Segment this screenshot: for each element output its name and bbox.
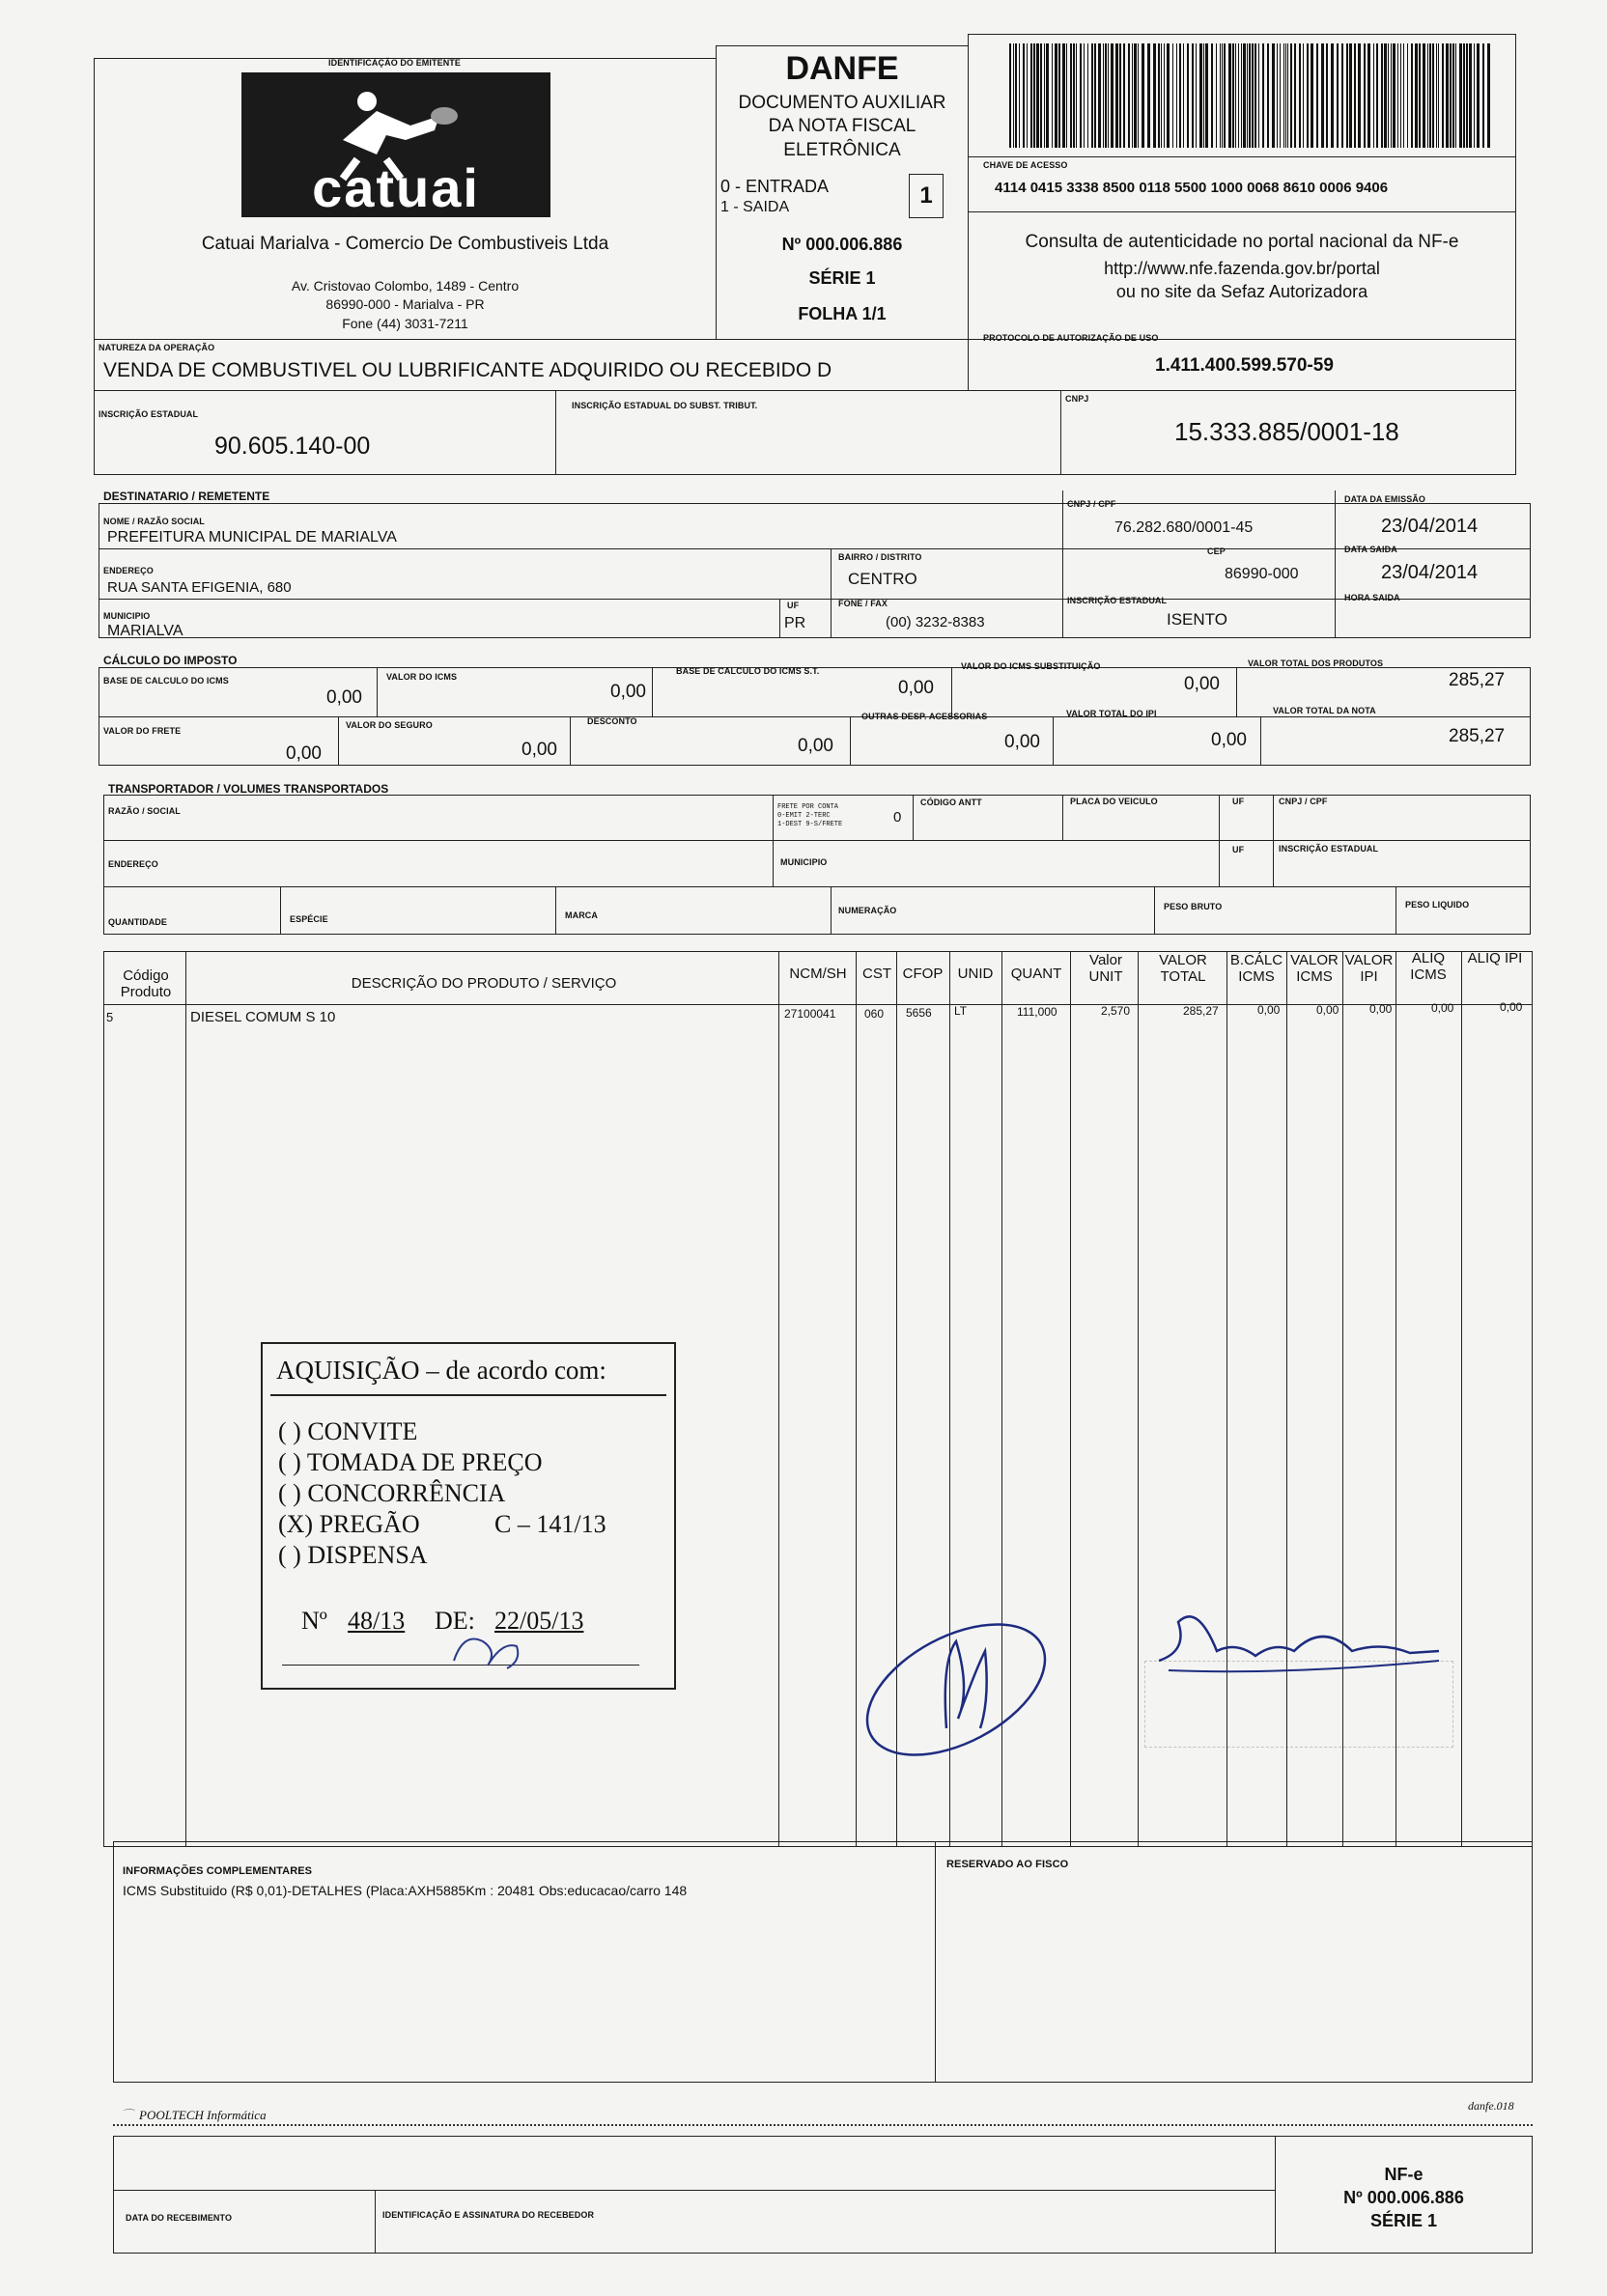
stamp-title: AQUISIÇÃO – de acordo com: [276, 1356, 606, 1385]
dest-cep-label: CEP [1207, 546, 1226, 556]
v-st: 0,00 [1184, 674, 1220, 694]
barcode-bar [1337, 43, 1339, 148]
barcode-bar [1153, 43, 1156, 148]
ie-label: INSCRIÇÃO ESTADUAL [99, 409, 199, 419]
barcode-bar [1321, 43, 1324, 148]
barcode-bar [1249, 43, 1251, 148]
form-code: danfe.018 [1468, 2099, 1514, 2113]
bc-st-label: BASE DE CALCULO DO ICMS S.T. [676, 666, 820, 676]
consulta-line-1: Consulta de autenticidade no portal nacional da NF-e [1025, 232, 1459, 252]
dest-bairro-label: BAIRRO / DISTRITO [838, 552, 922, 562]
th-descricao: DESCRIÇÃO DO PRODUTO / SERVIÇO [351, 975, 617, 992]
frete-conta-box [777, 803, 842, 829]
dest-cnpj-label: CNPJ / CPF [1067, 499, 1116, 509]
td-unid: LT [954, 1004, 968, 1018]
dest-endereco: RUA SANTA EFIGENIA, 680 [107, 579, 292, 596]
barcode-bar [1172, 43, 1173, 148]
chave-value: 4114 0415 3338 8500 0118 5500 1000 0068 8610 0006 9406 [995, 180, 1389, 196]
bc-icms: 0,00 [326, 687, 362, 708]
dest-municipio: MARIALVA [107, 623, 183, 639]
natureza-label: NATUREZA DA OPERAÇÃO [99, 343, 215, 352]
barcode-bar [1094, 43, 1096, 148]
dest-cep: 86990-000 [1225, 566, 1299, 582]
especie-label: ESPÉCIE [290, 914, 328, 924]
barcode-bar [1111, 43, 1114, 148]
barcode-bar [1346, 43, 1348, 148]
stamp-de-value: 22/05/13 [494, 1607, 584, 1635]
tipo-value: 1 [919, 182, 933, 209]
stamp-opt-dispensa: ( ) DISPENSA [278, 1541, 428, 1569]
barcode-bar [1087, 43, 1088, 148]
items-column-divider [1138, 951, 1139, 1847]
seguro-label: VALOR DO SEGURO [346, 720, 433, 730]
barcode-bar [1247, 43, 1248, 148]
stamp-de-label: DE: [435, 1607, 475, 1635]
barcode-bar [1262, 43, 1264, 148]
barcode-bar [1316, 43, 1318, 148]
transp-endereco-label: ENDEREÇO [108, 859, 158, 869]
barcode-bar [1429, 43, 1431, 148]
barcode-bar [1132, 43, 1133, 148]
barcode-bar [1235, 43, 1236, 148]
td-quant: 111,000 [1017, 1005, 1057, 1019]
th-ncm: NCM/SH [789, 966, 847, 982]
th-bc: B.CÁLC ICMS [1229, 952, 1283, 985]
barcode-bar [1373, 43, 1374, 148]
barcode-bar [1290, 43, 1292, 148]
barcode-bar [1280, 43, 1281, 148]
frete-conta-l1: FRETE POR CONTA [777, 803, 839, 811]
cnpj-label: CNPJ [1065, 394, 1089, 404]
td-cfop: 5656 [906, 1006, 932, 1020]
barcode-bar [1381, 43, 1383, 148]
dest-cnpj: 76.282.680/0001-45 [1114, 519, 1254, 536]
imposto-section-title: CÁLCULO DO IMPOSTO [103, 654, 238, 667]
barcode-bar [1119, 43, 1121, 148]
transp-municipio-label: MUNICIPIO [780, 857, 828, 867]
barcode-bar [1073, 43, 1075, 148]
barcode-bar [1076, 43, 1077, 148]
th-cst: CST [862, 966, 891, 982]
barcode-bar [1364, 43, 1366, 148]
barcode-bar [1311, 43, 1313, 148]
marca-label: MARCA [565, 910, 598, 920]
dest-ie: ISENTO [1167, 610, 1227, 629]
emitter-name: Catuai Marialva - Comercio De Combustiveis Ltda [201, 234, 609, 254]
dest-municipio-label: MUNICIPIO [103, 611, 151, 621]
barcode-bar [1183, 43, 1184, 148]
barcode-bar [1267, 43, 1269, 148]
ie-value: 90.605.140-00 [214, 433, 371, 460]
transp-cnpj-label: CNPJ / CPF [1279, 797, 1328, 806]
barcode-bar [1115, 43, 1118, 148]
barcode-bar [1147, 43, 1150, 148]
barcode-bar [1196, 43, 1197, 148]
barcode-bar [1354, 43, 1356, 148]
footer-nfe-serie: SÉRIE 1 [1369, 2211, 1438, 2230]
dest-section-title: DESTINATARIO / REMETENTE [103, 490, 270, 503]
dest-hora-label: HORA SAIDA [1344, 593, 1400, 602]
barcode-bar [1123, 43, 1125, 148]
td-aicms: 0,00 [1431, 1001, 1454, 1015]
barcode-bar [1341, 43, 1343, 148]
data-recebimento-label: DATA DO RECEBIMENTO [126, 2213, 233, 2223]
barcode-bar [1367, 43, 1370, 148]
barcode-bar [1466, 43, 1468, 148]
info-text: ICMS Substituido (R$ 0,01)-DETALHES (Placa:AXH5885Km : 20481 Obs:educacao/carro 148 [123, 1883, 688, 1898]
dest-bairro: CENTRO [848, 570, 917, 588]
th-vipi: VALOR IPI [1344, 952, 1394, 985]
transp-section-title: TRANSPORTADOR / VOLUMES TRANSPORTADOS [108, 782, 389, 796]
antt-label: CÓDIGO ANTT [920, 798, 982, 807]
barcode-bar [1070, 43, 1072, 148]
barcode-bar [1192, 43, 1194, 148]
barcode-bar [1052, 43, 1053, 148]
barcode-bar [1062, 43, 1065, 148]
th-unid: UNID [957, 966, 994, 982]
danfe-title: DANFE [785, 50, 899, 87]
identificacao-label: IDENTIFICAÇÃO E ASSINATURA DO RECEBEDOR [382, 2210, 595, 2220]
v-prod-label: VALOR TOTAL DOS PRODUTOS [1248, 658, 1384, 668]
barcode-bar [1446, 43, 1449, 148]
th-aipi: ALIQ IPI [1467, 950, 1523, 966]
barcode-bar [1103, 43, 1104, 148]
th-aicms: ALIQ ICMS [1410, 950, 1447, 983]
v-icms: 0,00 [610, 682, 646, 702]
barcode-bar [1203, 43, 1204, 148]
v-nota-label: VALOR TOTAL DA NOTA [1273, 706, 1376, 715]
barcode-bar [1187, 43, 1189, 148]
stamp-opt-concorrencia: ( ) CONCORRÊNCIA [278, 1479, 506, 1507]
cut-line [113, 2124, 1533, 2126]
stamp-pregao-code: C – 141/13 [494, 1510, 606, 1538]
barcode-bar [1450, 43, 1452, 148]
barcode-bar [1397, 43, 1398, 148]
barcode-bar [1030, 43, 1032, 148]
dest-nome-label: NOME / RAZÃO SOCIAL [103, 517, 205, 526]
entrada-label: 0 - ENTRADA [720, 177, 830, 196]
dest-saida: 23/04/2014 [1381, 562, 1479, 583]
td-vicms: 0,00 [1316, 1003, 1339, 1017]
barcode-bar [1474, 43, 1475, 148]
barcode-bar [1179, 43, 1181, 148]
emitter-phone: Fone (44) 3031-7211 [342, 316, 468, 331]
barcode-bar [1013, 43, 1014, 148]
consulta-line-2: http://www.nfe.fazenda.gov.br/portal [1104, 259, 1380, 278]
barcode-bar [1403, 43, 1404, 148]
dest-endereco-label: ENDEREÇO [103, 566, 154, 575]
ie-st-label: INSCRIÇÃO ESTADUAL DO SUBST. TRIBUT. [572, 401, 758, 410]
transp-razao-label: RAZÃO / SOCIAL [108, 806, 181, 816]
frete-label: VALOR DO FRETE [103, 726, 182, 736]
dest-nome: PREFEITURA MUNICIPAL DE MARIALVA [107, 529, 397, 546]
th-codigo: Código Produto [120, 967, 172, 1000]
peso-bruto-label: PESO BRUTO [1164, 902, 1223, 911]
barcode-bar [1098, 43, 1101, 148]
footer-nfe: NF-e [1384, 2165, 1424, 2184]
barcode-bar [1393, 43, 1396, 148]
stamp-no-value: 48/13 [348, 1607, 406, 1635]
emitter-section-label: IDENTIFICAÇÃO DO EMITENTE [328, 58, 461, 68]
danfe-subtitle-2: DA NOTA FISCAL [768, 116, 916, 136]
th-vunit: Valor UNIT [1088, 952, 1123, 985]
frete-conta-l3: 1-DEST 9-S/FRETE [777, 821, 843, 828]
saida-label: 1 - SAIDA [720, 199, 790, 215]
transp-uf2-label: UF [1232, 845, 1245, 854]
dest-uf: PR [784, 615, 806, 631]
barcode-bar [1027, 43, 1028, 148]
barcode-bar [1303, 43, 1304, 148]
barcode-bar [1287, 43, 1288, 148]
dest-saida-label: DATA SAIDA [1344, 545, 1397, 554]
items-column-divider [1461, 951, 1462, 1847]
v-st-label: VALOR DO ICMS SUBSTITUIÇÃO [961, 661, 1101, 671]
td-cst: 060 [864, 1007, 885, 1021]
barcode-bar [1459, 43, 1462, 148]
barcode-bar [1407, 43, 1408, 148]
protocolo-value: 1.411.400.599.570-59 [1155, 355, 1334, 376]
seguro-value: 0,00 [522, 740, 557, 760]
barcode-bar [1477, 43, 1480, 148]
td-aipi: 0,00 [1500, 1000, 1523, 1014]
th-vtotal: VALOR TOTAL [1159, 952, 1207, 985]
signature-1 [850, 1583, 1072, 1757]
barcode-bar [1463, 43, 1465, 148]
barcode-bar [1252, 43, 1254, 148]
barcode-bar [1376, 43, 1378, 148]
barcode-bar [1258, 43, 1259, 148]
barcode-bar [1307, 43, 1309, 148]
th-cfop: CFOP [902, 966, 944, 982]
barcode-bar [1220, 43, 1221, 148]
barcode-bar [1138, 43, 1139, 148]
barcode-bar [1084, 43, 1085, 148]
desconto-value: 0,00 [798, 736, 833, 756]
numeracao-label: NUMERAÇÃO [838, 906, 897, 915]
barcode-bar [1384, 43, 1387, 148]
td-vipi: 0,00 [1369, 1002, 1393, 1016]
barcode-bar [1294, 43, 1296, 148]
danfe-subtitle-3: ELETRÔNICA [783, 140, 901, 160]
items-column-divider [778, 951, 779, 1847]
barcode-bar [1419, 43, 1421, 148]
barcode-bar [1482, 43, 1484, 148]
chave-label: CHAVE DE ACESSO [983, 160, 1068, 170]
barcode-bar [1232, 43, 1234, 148]
faint-stamp [1144, 1661, 1453, 1748]
outras-label: OUTRAS DESP. ACESSORIAS [861, 712, 988, 721]
footer-nfe-number: Nº 000.006.886 [1343, 2188, 1464, 2207]
barcode-bar [1255, 43, 1256, 148]
peso-liquido-label: PESO LIQUIDO [1405, 900, 1470, 910]
transp-uf-label: UF [1232, 797, 1245, 806]
td-codigo: 5 [106, 1010, 114, 1024]
barcode-bar [1358, 43, 1361, 148]
desconto-label: DESCONTO [587, 716, 637, 726]
barcode-bar [1277, 43, 1278, 148]
cnpj-value: 15.333.885/0001-18 [1174, 417, 1399, 446]
barcode-bar [1432, 43, 1434, 148]
dest-emissao-label: DATA DA EMISSÃO [1344, 494, 1425, 504]
stamp-opt-tomada: ( ) TOMADA DE PREÇO [278, 1448, 543, 1476]
barcode-bar [1423, 43, 1425, 148]
barcode-bar [1055, 43, 1057, 148]
barcode-bar [1427, 43, 1428, 148]
danfe-subtitle-1: DOCUMENTO AUXILIAR [738, 93, 946, 113]
barcode-bar [1487, 43, 1490, 148]
barcode-bar [1158, 43, 1160, 148]
v-icms-label: VALOR DO ICMS [386, 672, 458, 682]
td-ncm: 27100041 [784, 1007, 836, 1021]
barcode-bar [1436, 43, 1437, 148]
td-descricao: DIESEL COMUM S 10 [190, 1009, 336, 1025]
barcode-bar [1108, 43, 1109, 148]
frete-value: 0,00 [286, 743, 322, 764]
info-box [113, 1841, 1533, 2083]
barcode-bar [1161, 43, 1162, 148]
barcode-bar [1455, 43, 1456, 148]
barcode-bar [1009, 43, 1011, 148]
td-vtotal: 285,27 [1183, 1004, 1219, 1018]
natureza-value: VENDA DE COMBUSTIVEL OU LUBRIFICANTE ADQUIRIDO OU RECEBIDO D [103, 359, 832, 381]
barcode-bar [1442, 43, 1444, 148]
danfe-serie: SÉRIE 1 [808, 268, 876, 288]
barcode-bar [1452, 43, 1454, 148]
stamp-opt-convite: ( ) CONVITE [278, 1417, 418, 1445]
barcode-bar [1040, 43, 1042, 148]
barcode-bar [1046, 43, 1049, 148]
barcode-bar [1241, 43, 1242, 148]
frete-conta-value: 0 [893, 809, 902, 826]
barcode-bar [1091, 43, 1093, 148]
barcode-bar [1331, 43, 1334, 148]
emitter-address-2: 86990-000 - Marialva - PR [325, 296, 485, 312]
danfe-folha: FOLHA 1/1 [798, 304, 887, 323]
th-quant: QUANT [1010, 966, 1062, 982]
barcode-bar [1211, 43, 1213, 148]
consulta-line-3: ou no site da Sefaz Autorizadora [1115, 282, 1368, 301]
software-name: POOLTECH Informática [139, 2108, 267, 2122]
barcode-bar [1243, 43, 1246, 148]
dest-box [99, 503, 1531, 638]
barcode-bar [1391, 43, 1392, 148]
barcode-bar [1438, 43, 1439, 148]
info-label: INFORMAÇÕES COMPLEMENTARES [123, 1865, 313, 1877]
barcode-bar [1164, 43, 1165, 148]
td-vunit: 2,570 [1101, 1004, 1131, 1018]
barcode-bar [1044, 43, 1045, 148]
barcode-bar [1023, 43, 1025, 148]
barcode [1009, 43, 1497, 152]
barcode-bar [1015, 43, 1017, 148]
barcode-bar [1176, 43, 1177, 148]
barcode-bar [1415, 43, 1418, 148]
frete-conta-l2: 0-EMIT 2-TERC [777, 812, 831, 820]
barcode-bar [1469, 43, 1472, 148]
fisco-label: RESERVADO AO FISCO [946, 1859, 1069, 1870]
barcode-bar [1349, 43, 1352, 148]
dest-emissao: 23/04/2014 [1381, 516, 1479, 537]
stamp-initials-signature [444, 1622, 531, 1680]
barcode-bar [1283, 43, 1284, 148]
barcode-bar [1128, 43, 1130, 148]
software-logo-icon: ⌒ [121, 2108, 134, 2122]
td-bc: 0,00 [1257, 1003, 1281, 1017]
dest-fone: (00) 3232-8383 [886, 614, 985, 630]
dest-fone-label: FONE / FAX [838, 599, 888, 608]
dest-ie-label: INSCRIÇÃO ESTADUAL [1067, 596, 1168, 605]
barcode-bar [1134, 43, 1137, 148]
barcode-bar [1036, 43, 1039, 148]
logo-text: catuai [312, 157, 480, 218]
stamp-no-label: Nº [301, 1607, 327, 1635]
barcode-bar [1033, 43, 1035, 148]
transp-ie-label: INSCRIÇÃO ESTADUAL [1279, 844, 1379, 854]
software-credit [121, 2105, 267, 2123]
barcode-bar [1216, 43, 1217, 148]
barcode-bar [1326, 43, 1328, 148]
barcode-bar [1167, 43, 1170, 148]
barcode-bar [1299, 43, 1301, 148]
barcode-bar [1285, 43, 1286, 148]
placa-label: PLACA DO VEICULO [1070, 797, 1158, 806]
barcode-bar [1238, 43, 1239, 148]
th-vicms: VALOR ICMS [1290, 952, 1339, 985]
barcode-bar [1199, 43, 1202, 148]
barcode-bar [1388, 43, 1389, 148]
barcode-bar [1105, 43, 1107, 148]
barcode-bar [1272, 43, 1275, 148]
ipi-label: VALOR TOTAL DO IPI [1066, 709, 1157, 718]
dest-uf-label: UF [787, 601, 800, 610]
bc-icms-label: BASE DE CALCULO DO ICMS [103, 676, 229, 686]
protocolo-label: PROTOCOLO DE AUTORIZAÇÃO DE USO [983, 333, 1159, 343]
barcode-bar [1222, 43, 1223, 148]
danfe-number: Nº 000.006.886 [781, 235, 903, 254]
barcode-bar [1411, 43, 1413, 148]
barcode-bar [1066, 43, 1067, 148]
outras-value: 0,00 [1004, 732, 1040, 752]
barcode-bar [1080, 43, 1082, 148]
emitter-address-1: Av. Cristovao Colombo, 1489 - Centro [291, 278, 520, 294]
items-column-divider [185, 951, 186, 1847]
barcode-bar [1228, 43, 1231, 148]
v-nota: 285,27 [1449, 726, 1506, 746]
company-logo [241, 72, 550, 217]
tipo-box [909, 174, 944, 218]
barcode-bar [1058, 43, 1060, 148]
ipi-value: 0,00 [1211, 730, 1247, 750]
barcode-bar [1205, 43, 1208, 148]
barcode-bar [1142, 43, 1144, 148]
v-prod: 285,27 [1449, 670, 1506, 690]
barcode-bar [1224, 43, 1226, 148]
barcode-bar [1400, 43, 1401, 148]
barcode-bar [1019, 43, 1020, 148]
stamp-opt-pregao: (X) PREGÃO [278, 1510, 420, 1538]
bc-st: 0,00 [898, 678, 934, 698]
qtd-label: QUANTIDADE [108, 917, 167, 927]
